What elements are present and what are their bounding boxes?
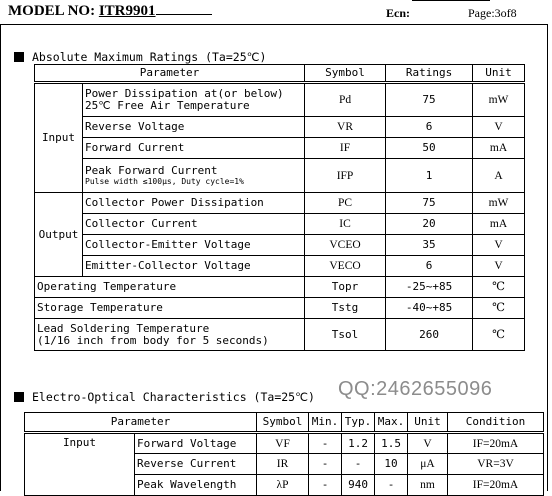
table-row <box>35 319 525 351</box>
rating-cell: 75 <box>386 83 473 117</box>
param-cell: Reverse Current <box>135 454 257 475</box>
rating-cell: 20 <box>386 214 473 235</box>
condition-cell: VR=3V <box>448 454 544 475</box>
symbol-cell: Tstg <box>305 298 386 319</box>
param-cell: Forward Voltage <box>135 433 257 454</box>
table-row <box>35 138 525 159</box>
param-cell: Peak Wavelength <box>135 475 257 496</box>
symbol-cell: VF <box>257 433 309 454</box>
unit-cell: mW <box>473 83 525 117</box>
electro-optical-table <box>24 412 544 496</box>
unit-cell: mA <box>473 138 525 159</box>
rating-cell: 1 <box>386 159 473 193</box>
page-border-right <box>547 24 548 491</box>
unit-cell: nm <box>408 475 448 496</box>
table-row <box>35 235 525 256</box>
symbol-cell: IF <box>305 138 386 159</box>
symbol-cell: VECO <box>305 256 386 277</box>
unit-cell: mW <box>473 193 525 214</box>
page-border-left <box>0 24 1 491</box>
param-cell: Emitter-Collector Voltage <box>83 256 305 277</box>
model-number: ITR9901 <box>98 3 156 19</box>
table-row <box>35 83 525 117</box>
group-label-input: Input <box>25 433 135 496</box>
col-header-parameter: Parameter <box>25 413 257 433</box>
col-header-symbol: Symbol <box>305 65 386 83</box>
unit-cell: V <box>473 256 525 277</box>
symbol-cell: IR <box>257 454 309 475</box>
model-label: MODEL NO: <box>8 3 96 19</box>
symbol-cell: Tsol <box>305 319 386 351</box>
param-cell: Forward Current <box>83 138 305 159</box>
absolute-max-ratings-table <box>34 64 525 351</box>
rating-cell: -40~+85 <box>386 298 473 319</box>
table-row <box>35 159 525 193</box>
table-row <box>35 117 525 138</box>
condition-cell: IF=20mA <box>448 433 544 454</box>
rating-cell: 6 <box>386 117 473 138</box>
section-title-electro-optical <box>14 390 315 404</box>
condition-cell: IF=20mA <box>448 475 544 496</box>
param-cell: Lead Soldering Temperature (1/16 inch from body for 5 seconds) <box>35 319 305 351</box>
max-cell: 10 <box>375 454 408 475</box>
col-header-condition: Condition <box>448 413 544 433</box>
section2-title-text: Electro-Optical Characteristics (Ta=25℃) <box>32 390 315 404</box>
unit-cell: mA <box>473 214 525 235</box>
table-row <box>35 277 525 298</box>
header-divider <box>0 24 548 25</box>
col-header-parameter: Parameter <box>35 65 305 83</box>
unit-cell: ℃ <box>473 319 525 351</box>
table-row <box>35 193 525 214</box>
param-cell: Collector-Emitter Voltage <box>83 235 305 256</box>
symbol-cell: Topr <box>305 277 386 298</box>
table-row <box>35 256 525 277</box>
symbol-cell: VR <box>305 117 386 138</box>
param-cell: Collector Current <box>83 214 305 235</box>
section-bullet-icon <box>14 392 24 402</box>
group-label-input: Input <box>35 83 83 193</box>
symbol-cell: PC <box>305 193 386 214</box>
rating-cell: 35 <box>386 235 473 256</box>
table-row <box>25 433 544 454</box>
rating-cell: -25~+85 <box>386 277 473 298</box>
group-label-output: Output <box>35 193 83 277</box>
table-row <box>35 214 525 235</box>
table-header-row <box>35 65 525 83</box>
typ-cell: - <box>342 454 375 475</box>
symbol-cell: VCEO <box>305 235 386 256</box>
col-header-min: Min. <box>309 413 342 433</box>
unit-cell: V <box>473 235 525 256</box>
rating-cell: 6 <box>386 256 473 277</box>
max-cell: 1.5 <box>375 433 408 454</box>
symbol-cell: IC <box>305 214 386 235</box>
symbol-cell: λP <box>257 475 309 496</box>
col-header-symbol: Symbol <box>257 413 309 433</box>
rating-cell: 50 <box>386 138 473 159</box>
watermark-text: QQ:2462655096 <box>338 378 493 400</box>
min-cell: - <box>309 454 342 475</box>
unit-cell: ℃ <box>473 298 525 319</box>
typ-cell: 940 <box>342 475 375 496</box>
col-header-typ: Typ. <box>342 413 375 433</box>
table-header-row <box>25 413 544 433</box>
unit-cell: ℃ <box>473 277 525 298</box>
col-header-unit: Unit <box>473 65 525 83</box>
param-cell: Operating Temperature <box>35 277 305 298</box>
unit-cell: A <box>473 159 525 193</box>
typ-cell: 1.2 <box>342 433 375 454</box>
param-cell: Collector Power Dissipation <box>83 193 305 214</box>
param-cell: Peak Forward Current Pulse width ≤100μs, Duty cycle=1% <box>83 159 305 193</box>
min-cell: - <box>309 475 342 496</box>
col-header-unit: Unit <box>408 413 448 433</box>
model-underline <box>156 2 212 15</box>
rating-cell: 260 <box>386 319 473 351</box>
param-cell: Reverse Voltage <box>83 117 305 138</box>
param-cell: Power Dissipation at(or below) 25℃ Free Air Temperature <box>83 83 305 117</box>
min-cell: - <box>309 433 342 454</box>
symbol-cell: IFP <box>305 159 386 193</box>
max-cell: - <box>375 475 408 496</box>
col-header-max: Max. <box>375 413 408 433</box>
section-title-absolute-max <box>14 50 266 64</box>
col-header-ratings: Ratings <box>386 65 473 83</box>
section-bullet-icon <box>14 52 24 62</box>
unit-cell: V <box>408 433 448 454</box>
rating-cell: 75 <box>386 193 473 214</box>
ecn-label: Ecn: <box>386 6 410 20</box>
symbol-cell: Pd <box>305 83 386 117</box>
table-row <box>35 298 525 319</box>
unit-cell: V <box>473 117 525 138</box>
ecn-top-line <box>412 0 490 1</box>
unit-cell: μA <box>408 454 448 475</box>
section1-title-text: Absolute Maximum Ratings (Ta=25℃) <box>32 50 267 64</box>
model-number-heading <box>8 2 212 20</box>
page-number: Page:3of8 <box>468 6 517 20</box>
param-cell: Storage Temperature <box>35 298 305 319</box>
